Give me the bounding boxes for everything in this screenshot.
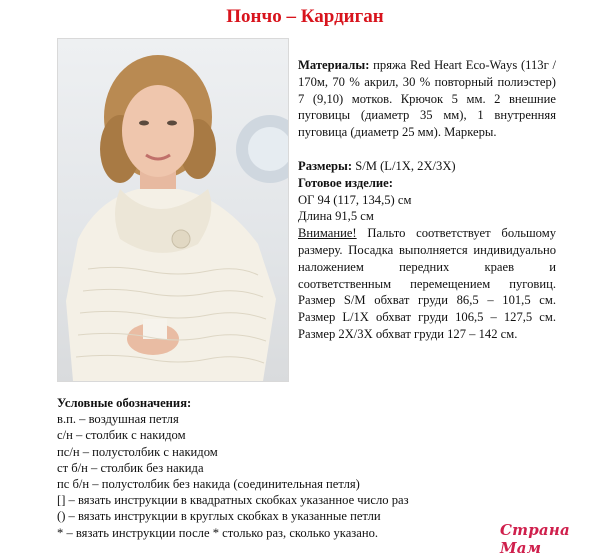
finished-length: Длина 91,5 см — [298, 209, 374, 224]
materials-paragraph — [298, 57, 556, 141]
legend-item: с/н – столбик с накидом — [57, 428, 186, 443]
finished-og: ОГ 94 (117, 134,5) см — [298, 192, 412, 207]
sizes-paragraph — [298, 158, 556, 175]
legend-title: Условные обозначения: — [57, 396, 192, 410]
legend-block — [57, 395, 577, 541]
legend-item: пс б/н – полустолбик без накида (соединительная петля) — [57, 477, 360, 492]
watermark-logo: Страна Мам — [500, 521, 570, 557]
legend-item: () – вязать инструкции в круглых скобках в указанные петли — [57, 509, 381, 524]
finished-label: Готовое изделие: — [298, 175, 393, 190]
legend-item: пс/н – полустолбик с накидом — [57, 444, 218, 459]
attention-text: Пальто соответствует большому размеру. Посадка выполняется индивидуально наложением передних краев и соответственным перемещением пуговиц. Размер S/M обхват груди 86,5 – 101,5 см. Размер L/1X обхват груди 106,5 – 127,5 см. Размер 2X/3X обхват груди 127 – 142 см. — [298, 226, 556, 341]
materials-block — [298, 57, 556, 343]
page-title: Пончо – Кардиган — [226, 6, 384, 27]
sizes-text: S/M (L/1X, 2X/3X) — [352, 158, 456, 173]
legend-item: * – вязать инструкции после * столько раз, сколько указано. — [57, 525, 379, 540]
materials-label: Материалы: — [298, 58, 370, 72]
legend-item: ст б/н – столбик без накида — [57, 460, 204, 475]
attention-paragraph — [298, 225, 556, 343]
legend-item: в.п. – воздушная петля — [57, 412, 179, 427]
attention-label: Внимание! — [298, 226, 357, 241]
materials-text: пряжа Red Heart Eco-Ways (113г / 170м, 70 % акрил, 30 % повторный полиэстер) 7 (9,10) мотков. Крючок 5 мм. 2 внешние пуговицы (диаметр 35 мм), 1 внутренняя пуговица (диаметр 25 мм). Маркеры. — [298, 58, 556, 140]
model-photo — [57, 38, 289, 382]
legend-item: [] – вязать инструкции в квадратных скобках указанное число раз — [57, 493, 409, 508]
sizes-label: Размеры: — [298, 158, 353, 173]
